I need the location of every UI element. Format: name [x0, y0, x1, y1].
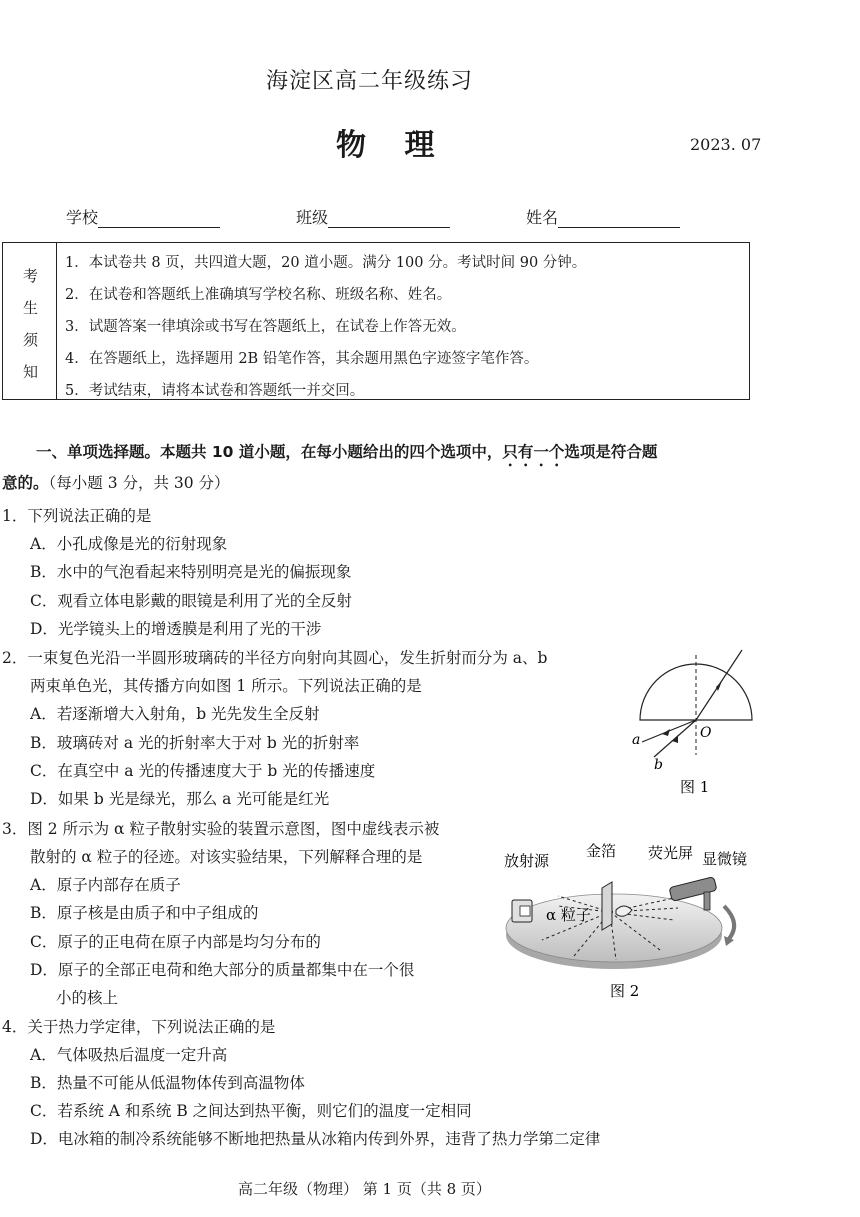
figure-2-alpha-scattering: [498, 840, 760, 1002]
label-microscope: 显微镜: [702, 850, 748, 868]
emphasis-text: 只有一个: [502, 443, 565, 461]
figure-1-caption: 图 1: [680, 778, 710, 796]
q2-option-d: D．如果 b 光是绿光，那么 a 光可能是红光: [30, 790, 330, 808]
notice-box: [2, 242, 750, 400]
section-heading-text: 一、单项选择题。本题共 10 道小题，在每小题给出的四个选项中，: [36, 443, 503, 461]
name-field: [526, 205, 680, 228]
school-label: 学校: [66, 208, 99, 227]
label-source: 放射源: [504, 852, 550, 870]
class-label: 班级: [296, 208, 329, 227]
q3-option-a: A．原子内部存在质子: [30, 876, 181, 894]
notice-item: 5．考试结束，请将本试卷和答题纸一并交回。: [65, 383, 365, 399]
q2-stem-cont: 两束单色光，其传播方向如图 1 所示。下列说法正确的是: [30, 677, 422, 695]
notice-label-char: 须: [23, 331, 39, 349]
notice-label-char: 考: [23, 267, 39, 285]
q1-option-a: A．小孔成像是光的衍射现象: [30, 535, 228, 553]
q1-option-d: D．光学镜头上的增透膜是利用了光的干涉: [30, 620, 322, 638]
q3-option-d: D．原子的全部正电荷和绝大部分的质量都集中在一个很: [30, 961, 415, 979]
school-field: [66, 205, 220, 228]
q4-stem: 4．关于热力学定律，下列说法正确的是: [2, 1018, 276, 1036]
notice-item: 2．在试卷和答题纸上准确填写学校名称、班级名称、姓名。: [65, 287, 452, 303]
subject-title: 物 理: [336, 128, 449, 163]
q4-option-c: C．若系统 A 和系统 B 之间达到热平衡，则它们的温度一定相同: [30, 1102, 472, 1120]
microscope-stand: [704, 892, 710, 910]
section-heading-line2: [2, 471, 230, 493]
notice-item: 1．本试卷共 8 页，共四道大题，20 道小题。满分 100 分。考试时间 90 分钟。: [65, 255, 587, 271]
section-heading-text: 选项是符合题: [564, 443, 658, 461]
section-heading-text: 意的。: [2, 474, 49, 492]
label-alpha: α 粒子: [546, 906, 591, 924]
gold-foil: [602, 882, 612, 930]
label-b: b: [654, 757, 663, 773]
q1-stem: 1．下列说法正确的是: [2, 507, 152, 525]
notice-label-char: 知: [23, 363, 39, 381]
ray-b-arrow: [672, 735, 678, 743]
figure-1-semicircle-refraction: [620, 645, 770, 800]
label-O: O: [700, 725, 712, 741]
notice-item: 4．在答题纸上，选择题用 2B 铅笔作答，其余题用黑色字迹签字笔作答。: [65, 351, 539, 367]
q1-option-b: B．水中的气泡看起来特别明亮是光的偏振现象: [30, 563, 352, 581]
q3-option-c: C．原子的正电荷在原子内部是均匀分布的: [30, 933, 321, 951]
q2-stem: 2．一束复色光沿一半圆形玻璃砖的半径方向射向其圆心，发生折射而分为 a、b: [2, 649, 548, 667]
label-screen: 荧光屏: [648, 844, 694, 862]
q2-option-b: B．玻璃砖对 a 光的折射率大于对 b 光的折射率: [30, 734, 360, 752]
q4-option-d: D．电冰箱的制冷系统能够不断地把热量从冰箱内传到外界，违背了热力学第二定律: [30, 1130, 601, 1148]
exam-title: 海淀区高二年级练习: [266, 69, 474, 94]
notice-item: 3．试题答案一律填涂或书写在答题纸上，在试卷上作答无效。: [65, 319, 466, 335]
rotation-arrow: [724, 906, 734, 940]
class-field: [296, 205, 450, 228]
notice-label-char: 生: [23, 299, 39, 317]
school-blank[interactable]: [98, 211, 220, 228]
q1-option-c: C．观看立体电影戴的眼镜是利用了光的全反射: [30, 592, 352, 610]
q3-option-d-cont: 小的核上: [56, 989, 119, 1007]
page-footer: 高二年级（物理） 第 1 页（共 8 页）: [238, 1180, 491, 1198]
q3-stem: 3．图 2 所示为 α 粒子散射实验的装置示意图，图中虚线表示被: [2, 820, 440, 838]
q2-option-a: A．若逐渐增大入射角，b 光先发生全反射: [30, 705, 320, 723]
q2-option-c: C．在真空中 a 光的传播速度大于 b 光的传播速度: [30, 762, 376, 780]
name-blank[interactable]: [558, 211, 680, 228]
notice-label: [3, 243, 57, 399]
exam-date: 2023. 07: [690, 135, 762, 154]
name-label: 姓名: [526, 208, 559, 227]
section-score-note: （每小题 3 分，共 30 分）: [48, 474, 230, 492]
source-window: [520, 906, 530, 916]
label-gold-foil: 金箔: [586, 842, 617, 860]
rotating-disk: [506, 894, 722, 962]
q3-option-b: B．原子核是由质子和中子组成的: [30, 904, 259, 922]
label-a: a: [632, 732, 641, 748]
section-heading: [36, 440, 657, 470]
class-blank[interactable]: [328, 211, 450, 228]
ray-a-arrow: [662, 729, 670, 736]
figure-2-caption: 图 2: [610, 982, 640, 1000]
q4-option-a: A．气体吸热后温度一定升高: [30, 1046, 228, 1064]
q3-stem-cont: 散射的 α 粒子的径迹。对该实验结果，下列解释合理的是: [30, 848, 423, 866]
incident-arrow: [716, 681, 722, 691]
q4-option-b: B．热量不可能从低温物体传到高温物体: [30, 1074, 305, 1092]
